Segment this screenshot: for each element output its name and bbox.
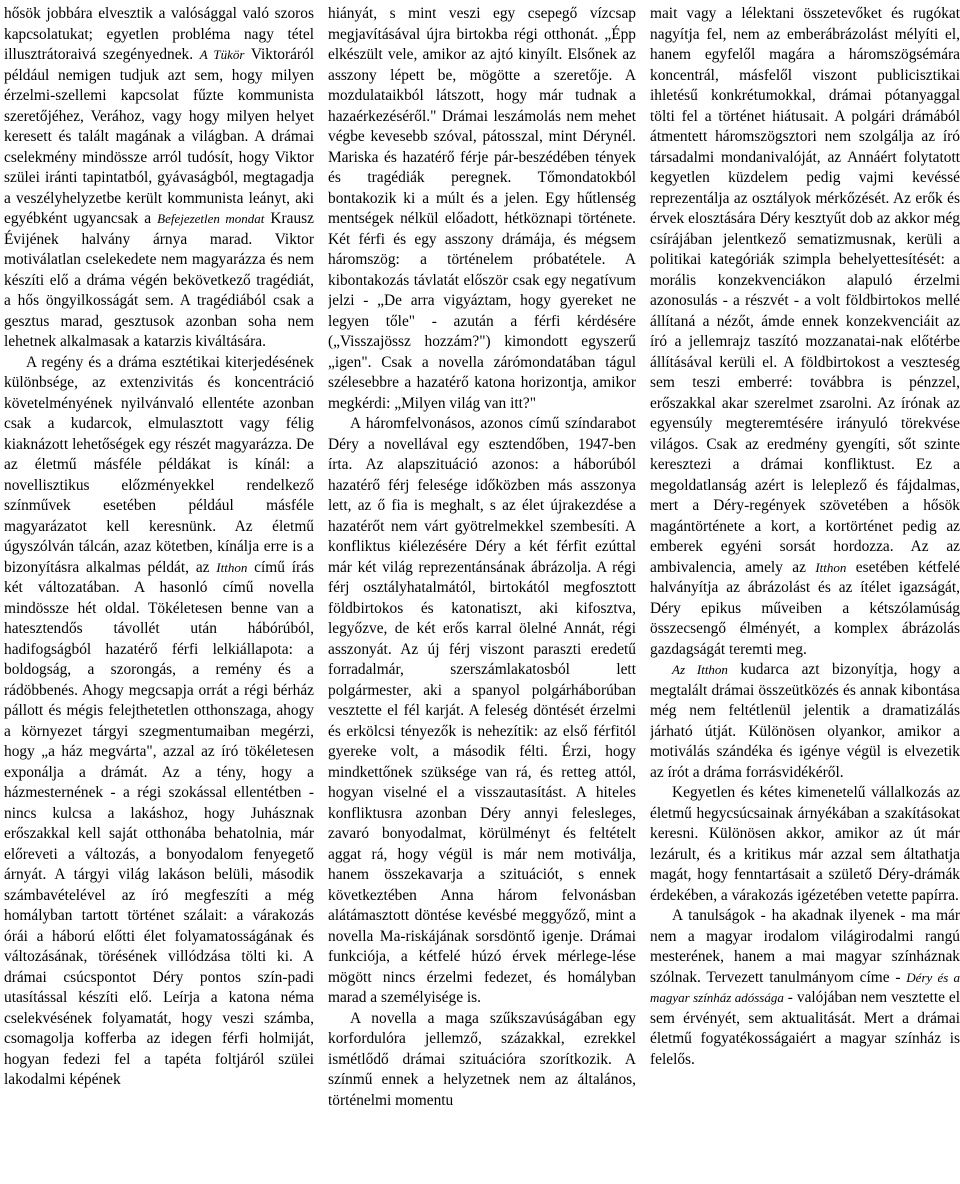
paragraph bbox=[650, 906, 960, 1070]
text-run: A tanulságok - ha akadnak ilyenek - ma már nem a magyar irodalom világirodalmi rangú mesterének, hanem a mai magyar színháznak szólnak. Tervezett tanulmányom címe - bbox=[650, 907, 960, 986]
paragraph bbox=[328, 1009, 636, 1112]
text-run: Krausz Évijének halvány árnya marad. Viktor motiválatlan cselekedete nem magyarázza és nem készíti elő a dráma végén bekövetkező tragédiát, a hős öngyilkosságát sem. A tragédiából csak a gesztus marad, gesztusok azonban soha nem lehetnek alkalmasak a katarzis kiváltására. bbox=[4, 210, 314, 350]
text-run: Kegyetlen és kétes kimenetelű vállalkozás az életmű hegycsúcsainak árnyékában a szakításokat keresni. Különösen akkor, amikor az út már lezárult, és a kritikus már azzal sem áltathatja magát, hogy fenntartásait a születő Déry-drámák érdekében, a várakozás igézetében vetette papírra. bbox=[650, 784, 960, 904]
text-column-2 bbox=[328, 4, 636, 1184]
italic-run: Az Itthon bbox=[672, 662, 728, 677]
text-run: A háromfelvonásos, azonos című színdarabot Déry a novellával egy esztendőben, 1947-ben írta. Az alapszituáció azonos: a háborúból hazatérő férj felesége időközben más asszonya lett, az ő fia is meghalt, s az élet újrakezdése a hazatérőt nem várt gyötrelmekkel szembesíti. A konfliktus kiélezésére Déry a két férfit ezúttal már két világ reprezentánsának ábrázolja. A régi férj osztályhatalmától, birtokától megfosztott földbirtokos és katonatiszt, aki kifosztva, legyőzve, de két erős karral ölelné Annát, régi asszonyát. Az új férj viszont paraszti eredetű forradalmár, szerszámlakatosból lett polgármester, aki a spanyol polgárháborúban vesztette el fél karját. A feleség döntését érzelmi és erkölcsi tényezők is nehezítik: az első férfitól gyereke volt, a második félti. Érzi, hogy mindkettőnek szüksége van rá, és retteg attól, hogyan viselné el a visszautasítást. A hiteles konfliktusra azonban Déry annyi felesleges, zavaró bonyodalmat, körülményt és feltételt aggat rá, hogy végül is már nem motiválja, hanem összekavarja a szituációt, s ennek következtében Anna három felvonásban alátámasztott döntése kevésbé meggyőző, mint a novella Ma-riskájának sorsdöntő igenje. Drámai funkciója, a kétfelé húzó érvek mérlege-lése mögött nincs érzelmi fedezet, és homályban marad a személyisége is. bbox=[328, 415, 636, 1006]
paragraph bbox=[328, 414, 636, 1009]
italic-run: Itthon bbox=[815, 559, 847, 575]
text-run: hősök jobbára elvesztik a valósággal való szoros kapcsolatukat; egyetlen probléma nagy tétel illusztrátoraivá szegényednek. bbox=[4, 5, 314, 63]
paragraph bbox=[650, 660, 960, 783]
italic-run: Itthon bbox=[216, 559, 248, 575]
text-column-1 bbox=[4, 4, 314, 1184]
text-run: esetében kétfelé halványítja az ábrázolást és az ítélet igazságát, Déry epikus műveiben a kétszólamúság összecsengő élményét, a komplex ábrázolás gazdagságát teremti meg. bbox=[650, 558, 960, 658]
paragraph bbox=[650, 4, 960, 660]
paragraph bbox=[328, 4, 636, 414]
text-run: című írás két változatában. A hasonló című novella mindössze hét oldal. Tökéletesen benne van a hatesztendős távollét után hábórúból, hadifogságból hazatérő férfi lelkiállapota: a boldogság, a szorongás, a remény és a rádöbbenés. Ahogy megcsapja orrát a régi bérház pállott és mégis felejthetetlen otthonszaga, ahogy a környezet tárgyi szegmentumaiban megérzi, hogy „a ház megvárta", azzal az író tökéletesen exponálja a drámát. Az a tény, hogy a házmesternének - a régi szokással ellentétben - nincs kulcsa a lakáshoz, hogy Juhásznak erőszakkal kell saját otthonába behatolnia, már előreveti a változás, a bonyodalom fenyegető árnyát. A tárgyi világ lakáson belüli, második számbavételével az író megfeszíti a még homályban tartott történet szálait: a várakozás órái a háború előtti élet folyamatosságának és változásának, törésének villódzása tölti ki. A drámai csúcspontot Déry pontos szín-padi utasítással készíti elő. Leírja a katona néma cselekvésének folyamatát, hogy veszi számba, csomagolja kofferba az idegen férfi holmiját, hogyan fedezi fel a tapéta foltjáról szülei lakodalmi képének bbox=[4, 558, 314, 1088]
paragraph bbox=[4, 353, 314, 1091]
text-run: kudarca azt bizonyítja, hogy a megtalált drámai összeütközés és annak kibontása még nem feltétlenül jelentik a dramatizálás járható útját. Különösen olyankor, amikor a motiválás szándéka és igénye végül is elvezetik az írót a dráma forrásvidékéről. bbox=[650, 661, 960, 781]
text-run: hiányát, s mint veszi egy csepegő vízcsap megjavításával újra birtokba régi otthonát. „Épp elkészült vele, amikor az ajtó kinyílt. Elsőnek az asszony lépett be, mögötte a szeretője. A mozdulataikból látszott, hogy már tudnak a hazaérkezéséről." Drámai leszámolás nem mehet végbe kevesebb szóval, pátosszal, mint Dérynél. Mariska és hazatérő férje pár-beszédében tények és tragédiák peregnek. Tőmondatokból bontakozik ki a múlt és a jelen. Egy hűtlenség mentségek nélkül előadott, hétköznapi története. Két férfi és egy asszony drámája, és mégsem háromszög: a történelem próbatétele. A kibontakozás távlatát először csak egy negatívum jelzi - „De arra vigyáztam, hogy gyereket ne legyen tőle" - azután a férfi kérdésére („Visszajössz hozzám?") kimondott egyszerű „igen". Csak a novella zárómondatában tágul szélesebbre a hazatérő katona horizontja, amikor megkérdi: „Milyen világ van itt?" bbox=[328, 5, 636, 412]
text-run: mait vagy a lélektani összetevőket és rugókat nagyítja fel, nem az emberábrázolást mélyíti el, hanem egyfelől magára a háromszögsémára koncentrál, másfelől viszont publicisztikai ihletésű konkrétumokkal, drámai pótanyaggal tölti fel a történet hiátusait. A polgári drámából átmentett háromszögsztori nem szolgálja az író társadalmi mondanivalóját, az Annáért folytatott kegyetlen küzdelem pedig vajmi kevéssé reprezentálja az osztályok mérkőzését. Az erők és érvek elosztására Déry kesztyűt dob az akkor még csírájában jelentkező sematizmusnak, kerüli a politikai kategóriák szimpla behelyettesítését: a morális konzekvenciákon alapuló érzelmi azonosulás - a részvét - a volt földbirtokos mellé állítaná a nézőt, ámde ennek konzekvenciáit az író a jellemrajz taszító mozzanatai-nak előtérbe állításával kerüli el. A földbirtokost a veszteség sem teszi emberré: továbbra is pénzzel, erőszakkal akar szerelmet zsarolni. Az írónak az egyensúly megteremtésére irányuló törekvése világos. Csak az eredmény gyengíti, sőt szinte keresztezi a drámai konfliktust. Ez a megoldatlanság azért is leleplező és fájdalmas, mert a Déry-regények szövetében a hősök magántörténete a kort, a kortörténet pedig az emberek egyéni sorsát hordozza. Az az ambivalencia, amely az bbox=[650, 5, 960, 576]
paragraph bbox=[4, 4, 314, 353]
italic-run: Déry és a magyar színház adóssága bbox=[650, 969, 960, 1005]
text-run: A regény és a dráma esztétikai kiterjedésének különbsége, az extenzivitás és koncentráció követelményének nyilvánvaló ellentéte azonban csak a kudarcok, elmulasztott vagy félig kiaknázott lehetőségek egy részét magyarázza. De az életmű másféle példákat is kínál: a novellisztikus előzményekkel rendelkező színművek esetében például másféle magyarázatot kell keresnünk. Az életmű úgyszólván tálcán, azaz kötetben, kínálja erre is a bizonyításra alkalmas példát, az bbox=[4, 353, 314, 576]
paragraph bbox=[650, 783, 960, 906]
text-run: A novella a maga szűkszavúságában egy korfordulóra jellemző, százakkal, ezrekkel ismétlődő drámai szituációra szorítkozik. A színmű ennek a helyzetnek nem az általános, történelmi momentu bbox=[328, 1009, 636, 1109]
italic-run: A Tükör bbox=[199, 47, 245, 62]
text-column-3 bbox=[650, 4, 960, 1184]
text-run: Viktoráról például nemigen tudjuk azt sem, hogy milyen érzelmi-szellemi kapcsolat fűzte kommunista szeretőjéhez, Verához, vagy hogy milyen helyet keresett és talált magának a világban. A drámai cselekmény mindössze arról tudósít, hogy Viktor szülei iránti tapintatból, gyávaságból, megtagadja a veszélyhelyzetbe került kommunista leányt, aki egyébként ugyancsak a bbox=[4, 46, 314, 227]
text-run: - valójában nem vesztette el sem érvényét, sem aktualitását. Mert a drámai életmű fogyatékosságaiért a magyar színház is felelős. bbox=[650, 989, 960, 1068]
italic-run: Befejezetlen mondat bbox=[157, 211, 265, 226]
